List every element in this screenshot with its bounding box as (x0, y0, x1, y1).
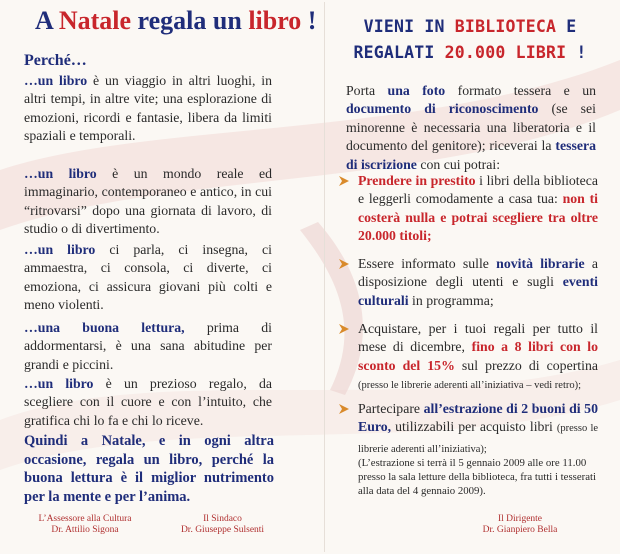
paragraph-2: …un libro è un mondo reale ed immaginario, contemporaneo e antico, in cui “ritrovarsi” dopo una giornata di lavoro, di studio o di divertimento. (24, 166, 272, 237)
column-divider (324, 2, 325, 552)
signature-dirigente: Il Dirigente Dr. Gianpiero Bella (482, 514, 558, 535)
paragraph-1: …un libro è un viaggio in altri luoghi, in altri tempi, in altre vite; una esplorazione di emozioni, ricordi e fantasie, libera da limiti spaziali e temporali. (24, 73, 272, 144)
benefit-text: Acquistare, per i tuoi regali per tutto il mese di dicembre, fino a 8 libri con lo sconto del 15% sul prezzo di copertina (presso le librerie aderenti all’iniziativa – vedi retro); (358, 321, 598, 392)
benefit-text: Prendere in prestito i libri della biblioteca e leggerli comodamente a casa tua: non ti costerà nulla e potrai scegliere tra oltre 20.000 titoli; (358, 173, 599, 244)
benefit-text: Partecipare all’estrazione di 2 buoni di 50 Euro, utilizzabili per acquisto libri (presso le librerie aderenti all’iniziativa); (358, 401, 599, 455)
signature-sindaco: Il Sindaco Dr. Giuseppe Sulsenti (180, 514, 265, 535)
arrow-bullet-icon (337, 257, 351, 271)
paragraph-3: …un libro ci parla, ci insegna, ci ammaestra, ci consola, ci diverte, ci emoziona, ci assicura giovani più colti e meno violenti. (24, 242, 272, 313)
right-title: VIENI IN BIBLIOTECA E REGALATI 20.000 LIBRI ! (353, 17, 587, 62)
left-title: A Natale regala un libro ! (35, 6, 317, 35)
draw-note: (L’estrazione si terrà il 5 gennaio 2009 alle ore 11.00 presso la sala letture della biblioteca, fra tutti i tesserati alla data del 4 gennaio 2009). (358, 457, 597, 497)
arrow-bullet-icon (337, 174, 351, 188)
signature-assessore: L’Assessore alla Cultura Dr. Attilio Sigona (38, 514, 132, 535)
closing-statement: Quindi a Natale, e in ogni altra occasione, regala un libro, perché la buona lettura è il miglior nutrimento per la mente e per l’anima. (24, 433, 274, 505)
paragraph-5: …un libro è un prezioso regalo, da scegliere con il cuore e con l’intuito, che gratifica chi lo fa e chi lo riceve. (24, 376, 272, 428)
arrow-bullet-icon (337, 322, 351, 336)
perche-heading: Perché… (24, 52, 87, 69)
arrow-bullet-icon (337, 402, 351, 416)
paragraph-4: …una buona lettura, prima di addormentarsi, è una sana abitudine per grandi e piccini. (24, 320, 272, 372)
intro-text: Porta una foto formato tessera e un documento di riconoscimento (se sei minorenne è necessaria una liberatoria e il documento del genitore); riceverai la tessera di iscrizione con cui potrai: (346, 83, 597, 172)
benefit-text: Essere informato sulle novità librarie a disposizione degli utenti e sugli eventi culturali in programma; (358, 256, 598, 308)
